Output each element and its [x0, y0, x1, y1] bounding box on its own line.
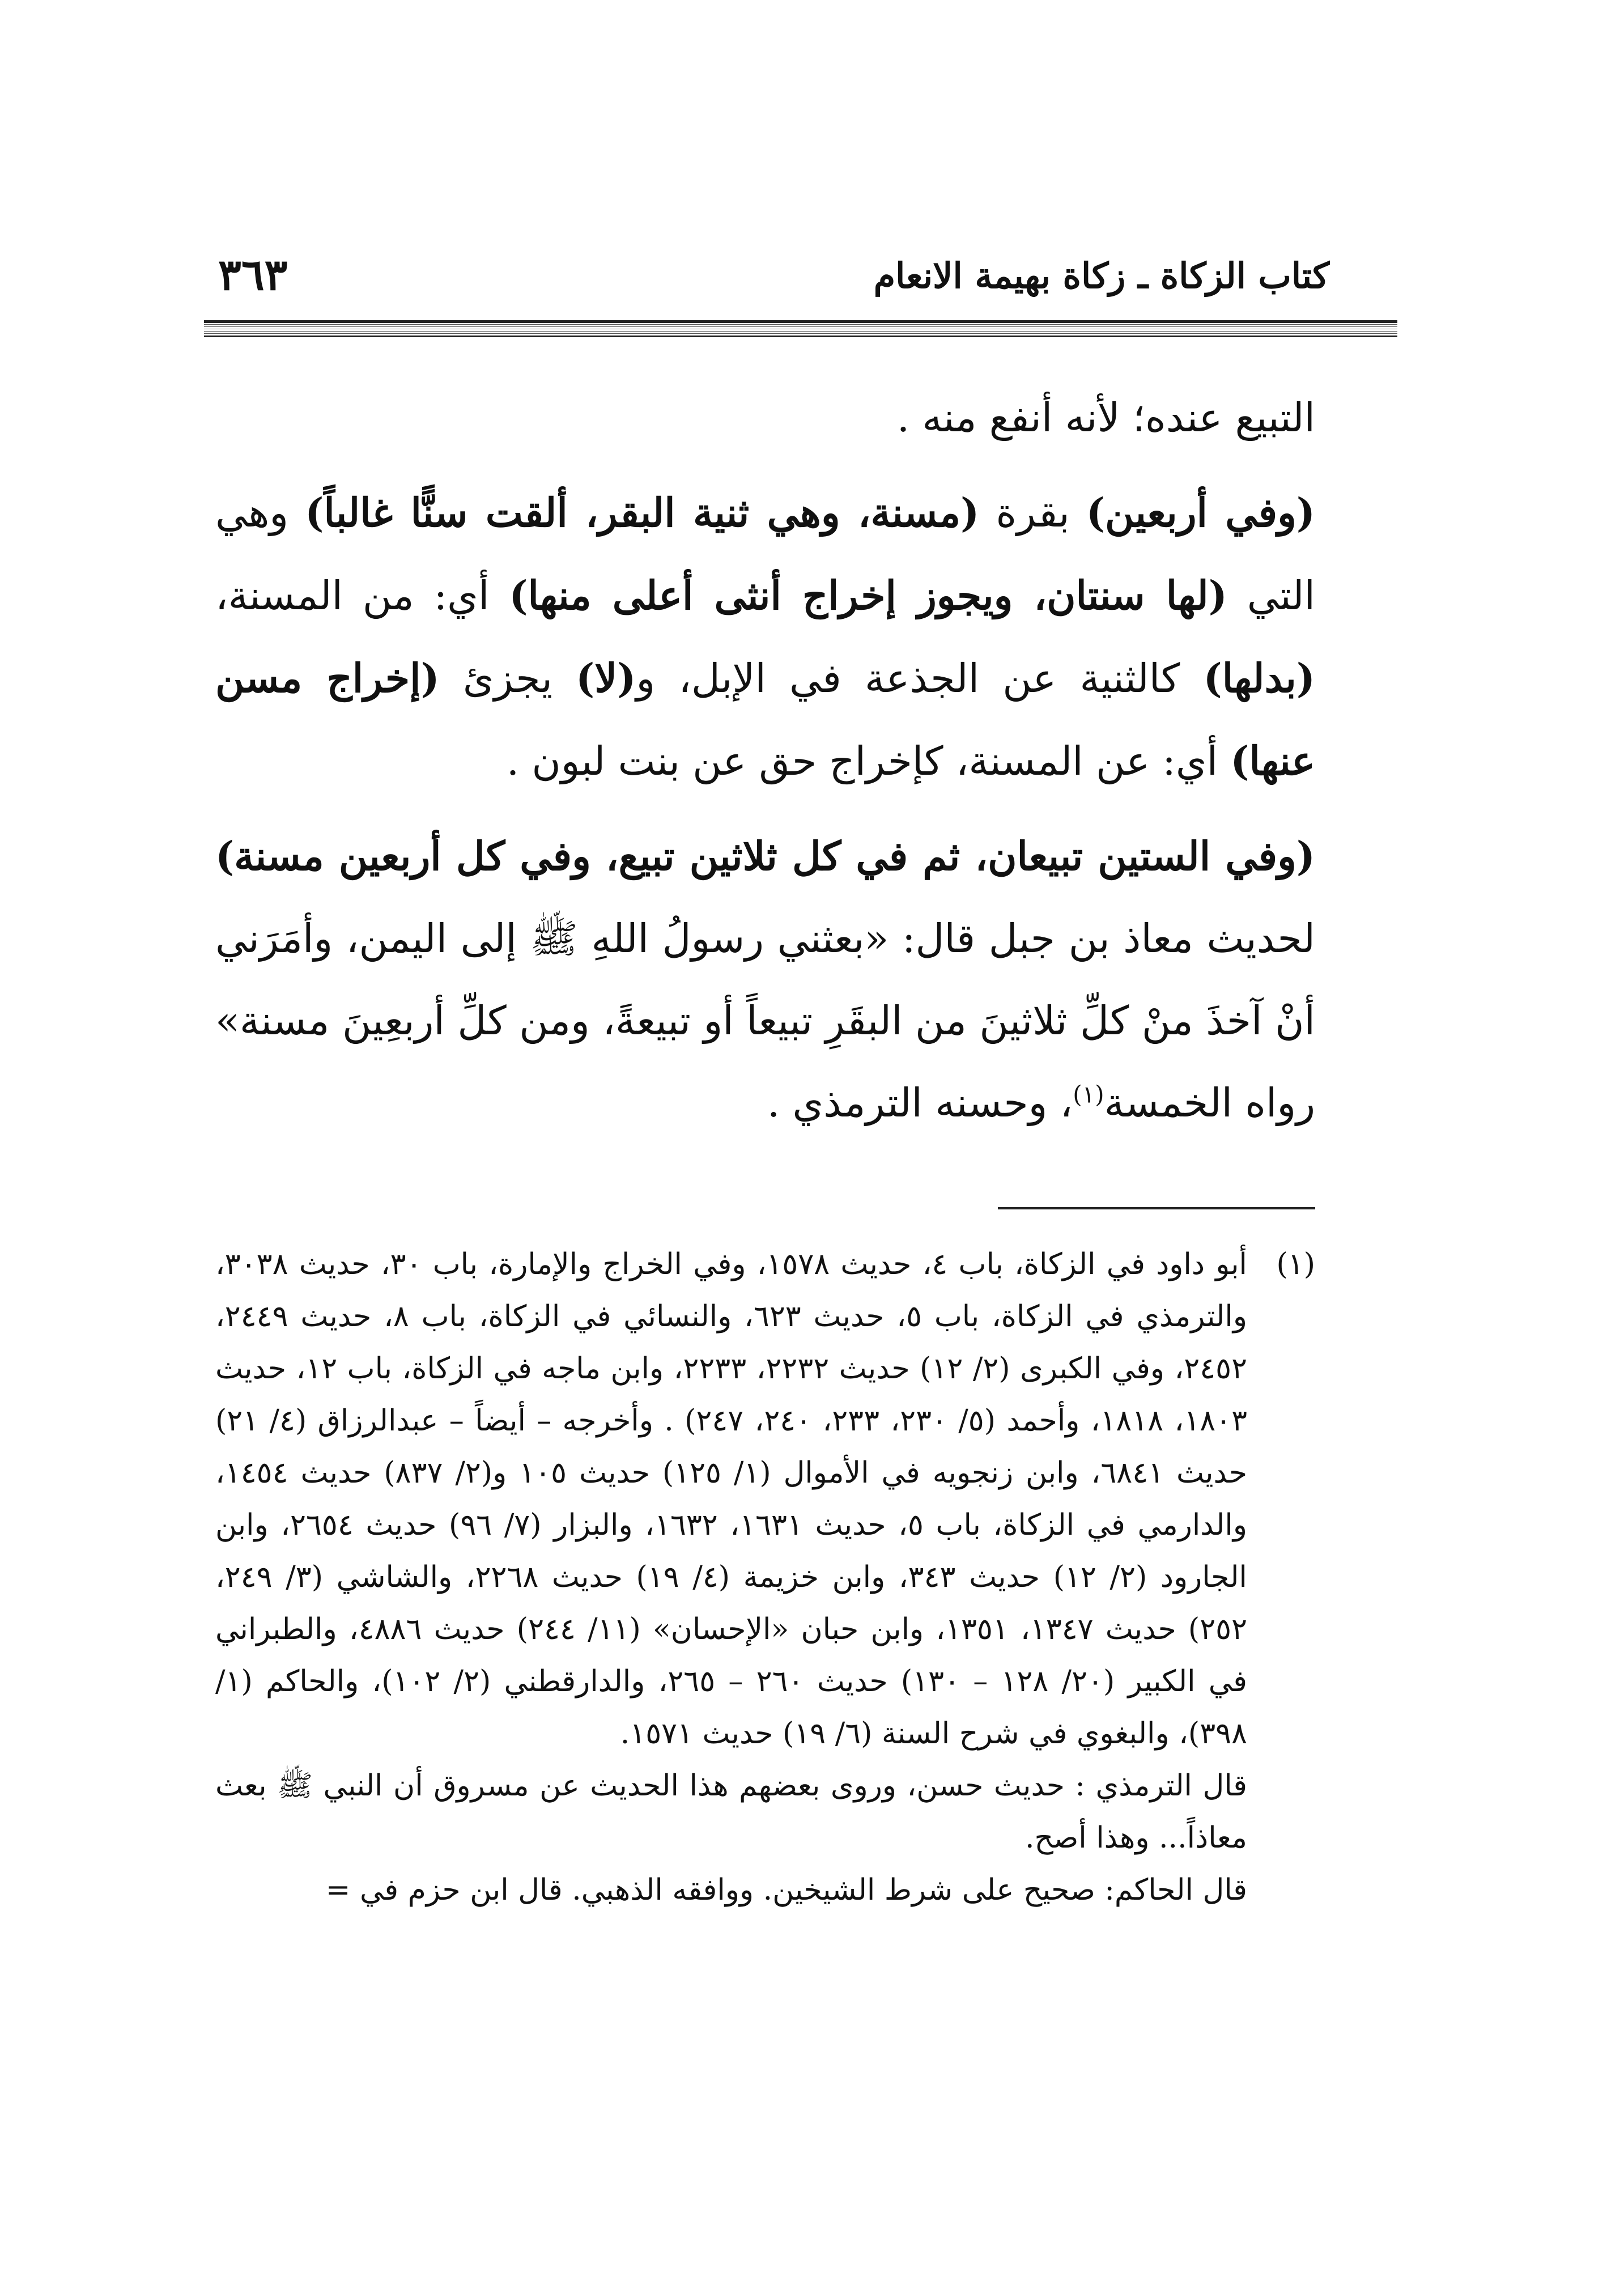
footnote-text: أبو داود في الزكاة، باب ٤، حديث ١٥٧٨، وفي الخراج والإمارة، باب ٣٠، حديث ٣٠٣٨، والترمذي في الزكاة، باب ٥، حديث ٦٢٣، والنسائي في الزكاة، باب ٨، حديث ٢٤٤٩، ٢٤٥٢، وفي الكبرى (٢/ ١٢) حديث ٢٢٣٢، ٢٢٣٣، وابن ماجه في الزكاة، باب ١٢، حديث ١٨٠٣، ١٨١٨، وأحمد (٥/ ٢٣٠، ٢٣٣، ٢٤٠، ٢٤٧) . وأخرجه – أيضاً – عبدالرزاق (٤/ ٢١) حديث ٦٨٤١، وابن زنجويه في الأموال (١/ ١٢٥) حديث ١٠٥ و(٢/ ٨٣٧) حديث ١٤٥٤، والدارمي في الزكاة، باب ٥، حديث ١٦٣١، ١٦٣٢، والبزار (٧/ ٩٦) حديث ٢٦٥٤، وابن الجارود (٢/ ١٢) حديث ٣٤٣، وابن خزيمة (٤/ ١٩) حديث ٢٢٦٨، والشاشي (٣/ ٢٤٩، ٢٥٢) حديث ١٣٤٧، ١٣٥١، وابن حبان «الإحسان» (١١/ ٢٤٤) حديث ٤٨٨٦، والطبراني في الكبير (٢٠/ ١٢٨ – ١٣٠) حديث ٢٦٠ – ٢٦٥، والدارقطني (٢/ ١٠٢)، والحاكم (١/ ٣٩٨)، والبغوي في شرح السنة (٦/ ١٩) حديث ١٥٧١.: [215, 1247, 1248, 1751]
matn-segment: (لا): [576, 655, 636, 702]
matn-segment: (مسنة، وهي ثنية البقر، ألقت سنًّا غالباً): [305, 489, 980, 536]
matn-segment: (وفي أربعين): [1086, 489, 1315, 536]
header-divider: [204, 320, 1397, 337]
paragraph-2: [215, 472, 1315, 802]
sharh-segment: بقرة: [979, 490, 1086, 536]
footnote-separator: [998, 1207, 1315, 1209]
footnote-note-tirmidhi: قال الترمذي : حديث حسن، وروى بعضهم هذا الحديث عن مسروق أن النبي ﷺ بعث معاذاً... وهذا أصح.: [215, 1769, 1247, 1855]
main-text: [215, 377, 1315, 1157]
matn-segment: (إخراج مسن عنها): [215, 655, 1315, 784]
sharh-segment: لحديث معاذ بن جبل قال: «بعثني رسولُ اللهِ ﷺ إلى اليمن، وأمَرَني أنْ آخذَ منْ كلِّ ثلاثينَ من البقَرِ تبيعاً أو تبيعةً، ومن كلِّ أربعِينَ مسنة» رواه الخمسة: [215, 915, 1315, 1126]
sharh-segment: كالثنية عن الجذعة في الإبل، و: [636, 655, 1204, 702]
page-number: ٣٦٣: [218, 249, 288, 300]
footnote-marker: (١): [1276, 1247, 1315, 1281]
footnote-1: [215, 1238, 1315, 1760]
footnote-reference[interactable]: (١): [1073, 1080, 1104, 1109]
sharh-segment: أي: من المسنة،: [215, 572, 509, 619]
matn-segment: (لها سنتان، ويجوز إخراج أنثى أعلى منها): [509, 572, 1227, 619]
footnote-note-hakim: قال الحاكم: صحيح على شرط الشيخين. ووافقه الذهبي. قال ابن حزم في =: [325, 1873, 1247, 1907]
sharh-segment: يجزئ: [439, 655, 576, 702]
matn-segment: (وفي الستين تبيعان، ثم في كل ثلاثين تبيع، وفي كل أربعين مسنة): [215, 833, 1315, 880]
sharh-segment: ، وحسنه الترمذي .: [767, 1080, 1073, 1126]
running-header: [218, 249, 1329, 317]
running-header-title: كتاب الزكاة ـ زكاة بهيمة الانعام: [873, 255, 1329, 296]
paragraph-1: التبيع عنده؛ لأنه أنفع منه .: [896, 394, 1315, 441]
sharh-segment: أي: عن المسنة، كإخراج حق عن بنت لبون .: [506, 738, 1231, 784]
paragraph-3: [215, 815, 1315, 1144]
matn-segment: (بدلها): [1203, 655, 1315, 702]
footnotes: [215, 1238, 1315, 1916]
sharh-segment: وهي التي: [215, 490, 1315, 619]
